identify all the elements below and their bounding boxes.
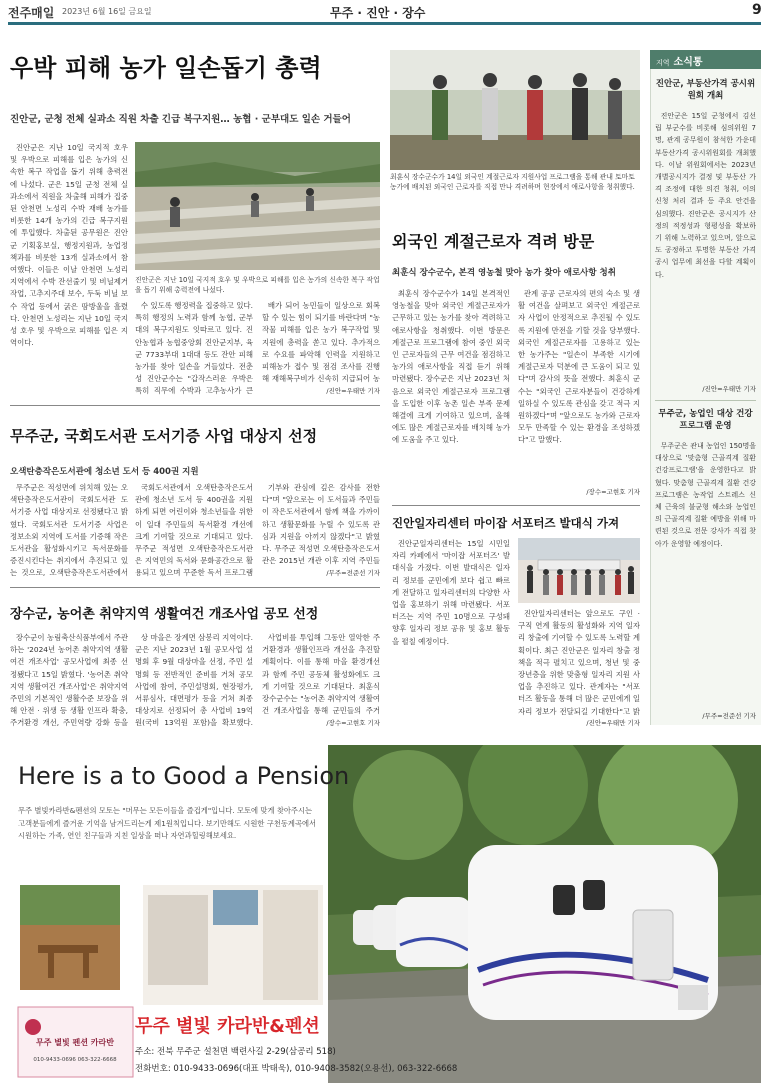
sidebar-tag <box>650 50 761 69</box>
header-rule <box>8 22 761 25</box>
article5-credit: /진안=우태만 기자 <box>586 719 640 727</box>
article5-title: 진안일자리센터 마이잡 서포터즈 발대식 가져 <box>392 516 620 530</box>
article1-col1-text: 진안군은 지난 10일 국지적 호우 및 우박으로 피해를 입은 농가의 신속한 복구 작업을 돕기 위해 총력전에 나섰다. 군은 15일 군청 전체 실과소에서 직원을 차출해 피해가 집중된 안천면 노성리 수박 재배 농가를 비롯한 14개 농가의 긴급 복구지원에 투입했다. 차출된 공무원은 진안군 기획홍보실, 행정지원과, 농업정책과를 비롯한 13개 실과소에서 참여했다. 이들은 이날 안천면 노성리 지역에서 수박 잔선줄기 및 비닐제거 작업, 고추지주대 보수, 두둑 비닐 보수 작업 등에서 굵은 땀방울을 흘렸다. 안천면 노성리는 지난 10일 국지성 호우 및 우박으로 피해를 입은 지역이다. <box>10 143 128 348</box>
sidebar-item1-title: 진안군, 부동산가격 공시위원회 개최 <box>655 79 756 101</box>
article3-col1 <box>10 632 128 729</box>
article2-credit: /무주=전준선 기자 <box>326 569 380 577</box>
article1-photo <box>135 142 380 270</box>
advertisement <box>8 745 761 1083</box>
sidebar-item2-credit: /무주=전준선 기자 <box>702 712 756 720</box>
article2-col1 <box>10 482 128 579</box>
section-name: 무주 · 진안 · 장수 <box>330 6 426 20</box>
article4-col2 <box>518 288 640 485</box>
ad-description: 무주 별빛카라반&펜션의 모토는 "머무는 모든이들을 즐겁게"입니다. 모토에 맞게 찾아주시는 고객분들에게 즐거운 기억을 남겨드리는게 제1원칙입니다. 보기만해도 시원한 구천동계곡에서 시원하는 가족, 연인 친구들과 지친 일상을 떠나 자연과힐링해보세요. <box>18 806 317 840</box>
sidebar-item2-text <box>655 440 756 710</box>
page-number: 9 <box>752 2 762 18</box>
divider <box>10 587 380 588</box>
article2-col2-text: 국회도서관에서 오색탄층작은도서관에 청소년 도서 등 400권을 지원하게 되면 어린이와 청소년들을 위한 이 일대 주민들의 독서환경 개선에 크게 기여할 것으로 기대되고 있다. 무주군 적성면 오색탄층작은도서관은 지역민의 독서와 문화공간으로 활용되고 있으며 꾸준한 독서 프로그램 <box>135 483 253 578</box>
ad-address: 주소: 전북 무주군 설천면 백련사길 2-29(삼공리 518) <box>135 1047 336 1057</box>
sidebar-item1-credit: /진안=우태만 기자 <box>702 385 756 393</box>
article3-col2-text: 상 마을은 장계면 삼봉리 지역이다. 군은 지난 2023년 1월 공모사업 설명회 후 9월 대상마을 선정, 주민 설명회 등 전반적인 준비를 거쳐 공모사업에 참여, 주민설명회, 현장평가, 서류심사, 대면평가 등을 거쳐 최종 대상지로 선정되어 총 사업비 19억원(국비 13억원 포함)을 확보했다. <box>135 633 253 728</box>
article4-title: 외국인 계절근로자 격려 방문 <box>392 232 595 251</box>
article4-col1-text: 최훈식 장수군수가 14일 본격적인 영농철을 맞아 외국인 계절근로자가 근무하고 있는 농가를 찾아 격려하고 애로사항을 청취했다. 이번 방문은 계절근로 프로그램에 참여 중인 외국인 근로자들의 근무 여건을 점검하고 농가의 애로사항을 직접 듣기 위해 마련됐다. 장수군은 지난 2023년 처음으로 외국인 계절근로자 프로그램을 도입한 이후 농촌 일손 부족 문제 해결에 크게 기여하고 있으며, 올해에도 많은 계절근로자를 배치해 농가에 도움을 주고 있다. <box>392 289 510 445</box>
article1-col2 <box>135 300 253 397</box>
article2-col3 <box>262 482 380 567</box>
article1-col3-text: 배가 되어 농민들이 일상으로 회복할 수 있는 힘이 되기를 바란다며 "농작물 피해를 입은 농가 복구작업 및 지원에 총력을 쏟고 있다. 추가적으로 수요를 파악해 인력을 지원하고 피해농가 접수 및 점검 조사를 진행해 재해복구비가 신속히 지급되어 농 <box>262 301 380 384</box>
article4-col2-text: 관계 공공 근로자의 편의 숙소 및 생활 여건을 살펴보고 외국인 계절근로자 사업이 안정적으로 추진될 수 있도록 지원에 만전을 기할 것을 당부했다. 외국인 계절근로자를 고용하고 있는 한 농가주는 "일손이 부족한 시기에 계절근로자 덕분에 큰 도움이 되고 있다"며 감사의 뜻을 전했다. 최훈식 군수는 "외국인 근로자분들이 건강하게 일하실 수 있도록 관심을 갖고 적극 지원하겠다"며 "앞으로도 농가와 근로자 모두 만족할 수 있는 환경을 조성하겠다"고 말했다. <box>518 289 640 445</box>
sidebar-tag-label: 소식통 <box>673 57 703 68</box>
article4-credit: /장수=고현호 기자 <box>586 488 640 496</box>
article3-col1-text: 장수군이 농림축산식품부에서 주관하는 '2024년 농어촌 취약지역 생활여건 개조사업' 공모사업에 최종 선정됐다고 15일 밝혔다. '농어촌 취약지역 생활여건 개조사업'은 취약지역 주민의 기본적인 생활수준 보장을 위해 안전 · 위생 등 생활 인프라 확충, 주거환경 개선, 주민역량 강화 등을 <box>10 633 128 728</box>
article3-title: 장수군, 농어촌 취약지역 생활여건 개조사업 공모 선정 <box>10 607 319 622</box>
newspaper-name: 전주매일 <box>8 6 55 20</box>
issue-date: 2023년 6월 16일 금요일 <box>62 7 152 16</box>
ad-logo-phone: 010-9433-0696 063-322-6668 <box>33 1057 117 1063</box>
article2-col1-text: 무주군은 적성면에 위치해 있는 오색탄층작은도서관이 국회도서관 도서기증 사업 대상지로 선정됐다고 밝혔다. 국회도서관 도서기증 사업은 정보소외 지역에 도서를 기증해 작은도서관을 활성화시키고 독서문화를 증진시킨다는 취지에서 추진되고 있는 것으로, 오색탄층작은도서관에서 <box>10 483 128 578</box>
ad-logo-text: 무주 별빛 펜션 카라반 <box>36 1038 114 1047</box>
article4-caption: 최훈식 장수군수가 14일 외국인 계절근로자 지원사업 프로그램을 통해 관내 토마토 농가에 배치된 외국인 근로자를 직접 만나 격려하며 현장에서 애로사항을 청취했다. <box>390 173 635 191</box>
article2-col2 <box>135 482 253 579</box>
article4-subtitle: 최훈식 장수군수, 본격 영농철 맞아 농가 찾아 애로사항 청취 <box>392 268 616 278</box>
article1-caption: 진안군은 지난 10일 국지적 호우 및 우박으로 피해를 입은 농가의 신속한 복구 작업을 돕기 위해 총력전에 나섰다. <box>135 276 380 294</box>
sidebar-item1-text <box>655 110 756 382</box>
article3-credit: /장수=고현호 기자 <box>326 719 380 727</box>
sidebar-item2-body: 무주군은 관내 농업인 150명을 대상으로 '맞춤형 근골격계 질환 건강프로그램'을 운영한다고 밝혔다. 맞춤형 근골격계 질환 건강프로그램은 농작업 스트레스 신체 근육의 불균형 해소와 농업인의 근골격계 질환 예방을 위해 마련된 것으로 전문 강사가 직접 찾아가 운영할 예정이다. <box>655 442 756 548</box>
sidebar-item2-title: 무주군, 농업인 대상 건강 프로그램 운영 <box>658 409 753 431</box>
sidebar-tag-small: 지역 <box>656 59 670 67</box>
article2-col3-text: 기부와 관심에 깊은 감사를 전한다"며 "앞으로는 이 도서들과 주민들이 작은도서관에서 함께 책을 가까이 하고 생활문화를 누릴 수 있도록 관심과 지원을 아끼지 않겠다"고 밝혔다. 무주군 적성면 오색탄층작은도서관은 2015년 개관 이후 지역 주민들 <box>262 483 380 566</box>
article5-col2 <box>518 608 640 718</box>
article5-col1-text: 진안군일자리센터는 15일 시민일자리 카페에서 '마이잡 서포터즈' 발대식을 가졌다. 이번 발대식은 일자리 정보를 군민에게 보다 쉽고 빠르게 전달하고 일자리센터의 다양한 사업을 홍보하기 위해 마련됐다. 서포터즈는 지역 주민 10명으로 구성돼 향후 일자리 정보 공유 및 홍보 활동을 펼칠 예정이다. <box>392 539 510 646</box>
divider <box>392 505 640 506</box>
article1-subtitle: 진안군, 군청 전체 실과소 직원 차출 긴급 복구지원… 농협 · 군부대도 일손 거들어 <box>10 114 351 125</box>
article1-title: 우박 피해 농가 일손돕기 총력 <box>10 54 322 82</box>
article5-col1 <box>392 538 510 723</box>
divider <box>655 400 756 401</box>
article3-col3 <box>262 632 380 717</box>
ad-title: Here is a to Good a Pension <box>18 762 350 790</box>
divider <box>10 405 380 406</box>
article5-photo <box>518 538 640 603</box>
article2-title: 무주군, 국회도서관 도서기증 사업 대상지 선정 <box>10 427 318 445</box>
ad-background <box>8 745 761 1083</box>
article3-col2 <box>135 632 253 729</box>
article4-col1 <box>392 288 510 498</box>
article4-photo <box>390 50 640 170</box>
article1-col2-text: 수 있도록 행정력을 집중하고 있다. 특히 행정의 노력과 함께 농협, 군부대의 복구지원도 잇따르고 있다. 진안농협과 농협중앙회 진안군지부, 육군 7733부대 1대대 등도 잔안 피해농가를 찾아 일손을 거들었다. 전춘성 진안군수는 "갑작스러운 우박은 특히 직무에 수박과 고추농사가 큰 <box>135 301 253 396</box>
article1-col1 <box>10 142 128 397</box>
ad-phone: 전화번호: 010-9433-0696(대표 박태욱), 010-9408-3582(오용선), 063-322-6668 <box>135 1064 458 1074</box>
article2-subtitle: 오색탄층작은도서관에 청소년 도서 등 400권 지원 <box>10 467 199 477</box>
article1-credit: /진안=우태만 기자 <box>326 387 380 395</box>
article5-col2-text: 진안일자리센터는 앞으로도 구인 · 구직 연계 활동의 활성화와 지역 일자리 창출에 기여할 수 있도록 노력할 계획이다. 최근 진안군은 일자리 창출 정책을 적극 펼치고 있으며, 청년 및 중장년층을 위한 맞춤형 일자리 지원 사업을 추진하고 있다. 관계자는 "서포터즈 활동을 통해 더 많은 군민에게 일자리 정보가 전달되길 기대한다"고 밝 <box>518 609 640 716</box>
article3-col3-text: 사업비를 투입해 그동안 열악한 주거환경과 생활인프라 개선을 추진할 계획이다. 이를 통해 마을 환경개선과 함께 주민 공동체 활성화에도 크게 기여할 것으로 기대된다. 최훈식 장수군수는 "농어촌 취약지역 생활여건 개조사업을 통해 군민들의 주거 <box>262 633 380 716</box>
ad-brand: 무주 별빛 카라반&펜션 <box>135 1016 320 1037</box>
article1-col3 <box>262 300 380 384</box>
sidebar-item1-body: 진안군은 15일 군청에서 김선립 부군수를 비롯해 심의위원 7명, 관계 공무원이 참석한 가운데 부동산가격 공시위원회를 개최했다. 이날 위원회에서는 2023년 개별공시지가 결정 및 부동산 가격 조정에 대한 의견 청취, 이의신청 처리 결과 등 주요 안건을 심의했다. 진안군은 공시지가 산정의 적정성과 형평성을 확보하기 위해 노력하고 있으며, 앞으로도 공정하고 투명한 부동산 가격 공시 업무에 최선을 다할 계획이다. <box>655 112 756 279</box>
